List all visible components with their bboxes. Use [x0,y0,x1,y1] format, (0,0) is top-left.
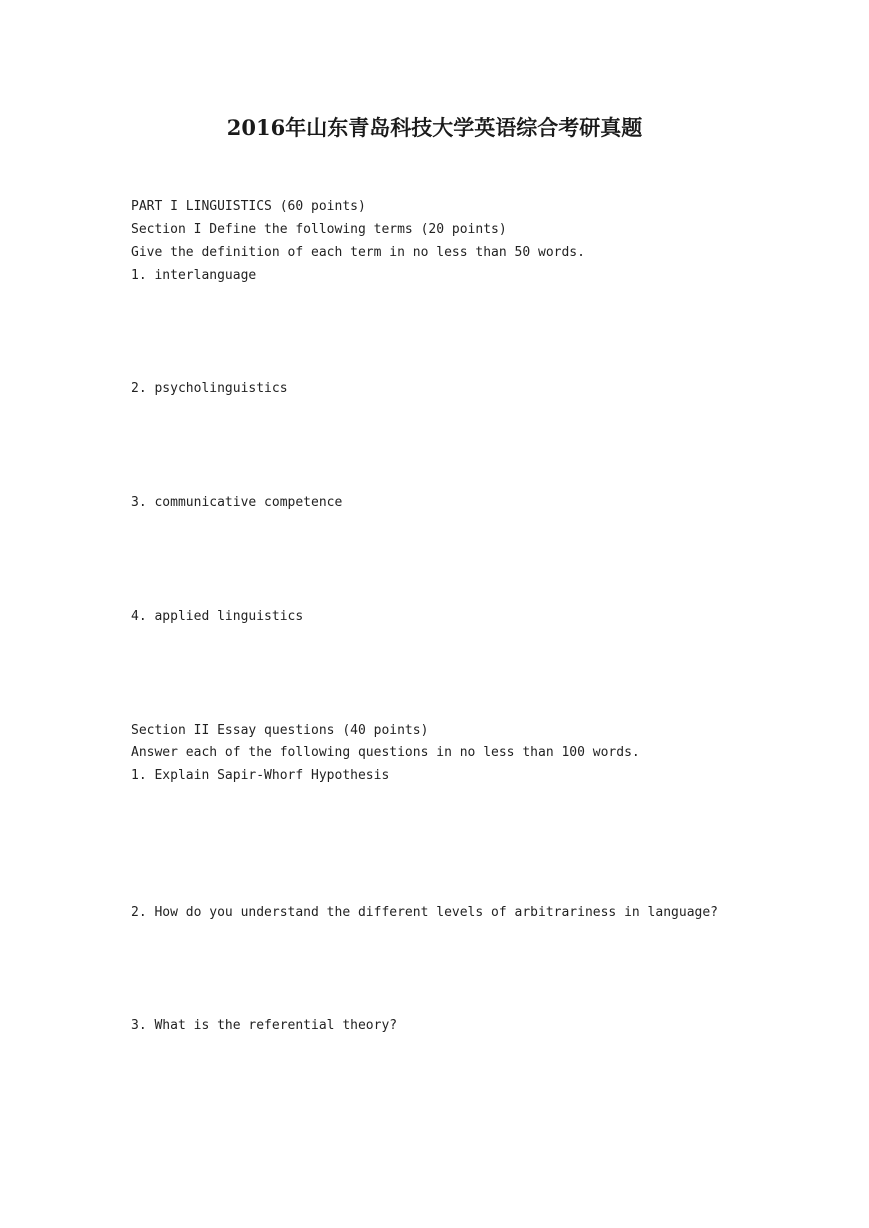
part-heading: PART I LINGUISTICS (60 points) [131,199,366,214]
section1-heading: Section I Define the following terms (20 points) [131,222,507,237]
term-item: 1. interlanguage [131,268,257,283]
term-item: 3. communicative competence [131,495,343,510]
term-item: 4. applied linguistics [131,609,304,624]
term-item: 2. psycholinguistics [131,381,288,396]
section1-instruction: Give the definition of each term in no less than 50 words. [131,245,585,260]
essay-question: 2. How do you understand the different levels of arbitrariness in language? [131,905,718,920]
essay-question: 1. Explain Sapir-Whorf Hypothesis [131,768,390,783]
section2-instruction: Answer each of the following questions in no less than 100 words. [131,745,640,760]
page-title: 2016年山东青岛科技大学英语综合考研真题 [226,115,643,140]
essay-question: 3. What is the referential theory? [131,1018,398,1033]
section2-heading: Section II Essay questions (40 points) [131,723,429,738]
